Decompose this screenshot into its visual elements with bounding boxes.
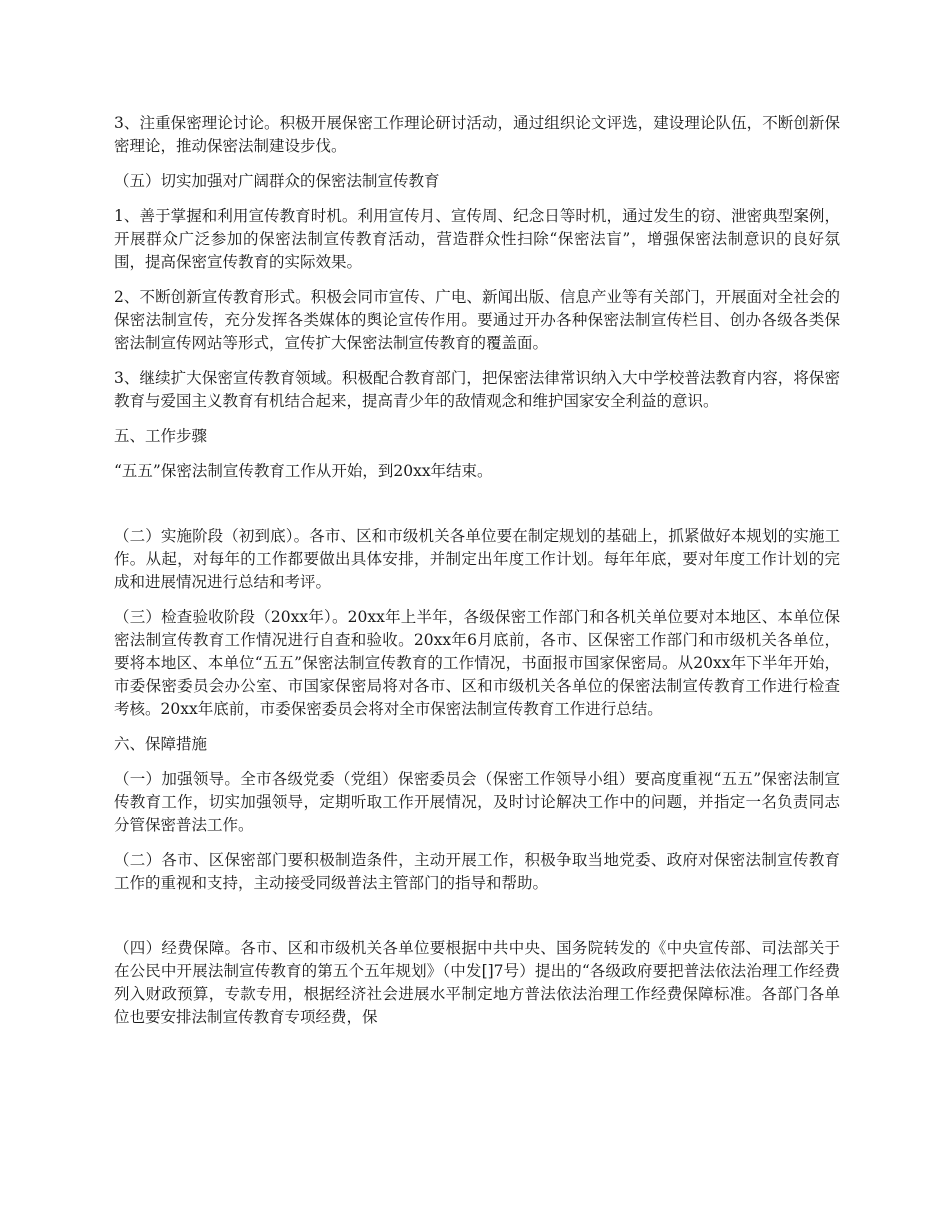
section-heading-public-education: （五）切实加强对广阔群众的保密法制宣传教育	[114, 172, 440, 190]
paragraph-education-timing: 1、善于掌握和利用宣传教育时机。利用宣传月、宣传周、纪念日等时机，通过发生的窃、泄密典型案例，开展群众广泛参加的保密法制宣传教育活动，营造群众性扫除“保密法盲”，增强保密法制意识的良好氛围，提高保密宣传教育的实际效果。	[114, 207, 840, 271]
section-heading-safeguards: 六、保障措施	[114, 735, 208, 753]
paragraph-leadership: （一）加强领导。全市各级党委（党组）保密委员会（保密工作领导小组）要高度重视“五五”保密法制宣传教育工作，切实加强领导，定期听取工作开展情况，及时讨论解决工作中的问题，并指定一名负责同志分管保密普法工作。	[114, 770, 840, 834]
paragraph-theory-discussion: 3、注重保密理论讨论。积极开展保密工作理论研讨活动，通过组织论文评选，建设理论队伍，不断创新保密理论，推动保密法制建设步伐。	[114, 114, 840, 155]
paragraph-education-fields: 3、继续扩大保密宣传教育领域。积极配合教育部门，把保密法律常识纳入大中学校普法教育内容，将保密教育与爱国主义教育有机结合起来，提高青少年的敌情观念和维护国家安全利益的意识。	[114, 369, 840, 410]
paragraph-inspection-stage: （三）检查验收阶段（20xx年）。20xx年上半年，各级保密工作部门和各机关单位要对本地区、本单位保密法制宣传教育工作情况进行自查和验收。20xx年6月底前，各市、区保密工作部门和市级机关各单位，要将本地区、本单位“五五”保密法制宣传教育的工作情况，书面报市国家保密局。从20xx年下半年开始，市委保密委员会办公室、市国家保密局将对各市、区和市级机关各单位的保密法制宣传教育工作进行检查考核。20xx年底前，市委保密委员会将对全市保密法制宣传教育工作进行总结。	[114, 608, 840, 718]
paragraph-implementation-stage: （二）实施阶段（初到底）。各市、区和市级机关各单位要在制定规划的基础上，抓紧做好本规划的实施工作。从起，对每年的工作都要做出具体安排，并制定出年度工作计划。每年年底，要对年度工作计划的完成和进展情况进行总结和考评。	[114, 527, 840, 591]
paragraph-work-period: “五五”保密法制宣传教育工作从开始，到20xx年结束。	[114, 462, 493, 480]
spacer	[114, 495, 840, 525]
document-page	[114, 112, 840, 1041]
section-heading-work-steps: 五、工作步骤	[114, 427, 208, 445]
paragraph-departments: （二）各市、区保密部门要积极制造条件，主动开展工作，积极争取当地党委、政府对保密法制宣传教育工作的重视和支持，主动接受同级普法主管部门的指导和帮助。	[114, 851, 840, 892]
paragraph-education-forms: 2、不断创新宣传教育形式。积极会同市宣传、广电、新闻出版、信息产业等有关部门，开展面对全社会的保密法制宣传，充分发挥各类媒体的舆论宣传作用。要通过开办各种保密法制宣传栏目、创办各级各类保密法制宣传网站等形式，宣传扩大保密法制宣传教育的覆盖面。	[114, 288, 840, 352]
paragraph-funding: （四）经费保障。各市、区和市级机关各单位要根据中共中央、国务院转发的《中央宣传部、司法部关于在公民中开展法制宣传教育的第五个五年规划》（中发[]7号）提出的“各级政府要把普法依法治理工作经费列入财政预算，专款专用，根据经济社会进展水平制定地方普法依法治理工作经费保障标准。各部门各单位也要安排法制宣传教育专项经费，保	[114, 939, 840, 1026]
spacer	[114, 907, 840, 937]
